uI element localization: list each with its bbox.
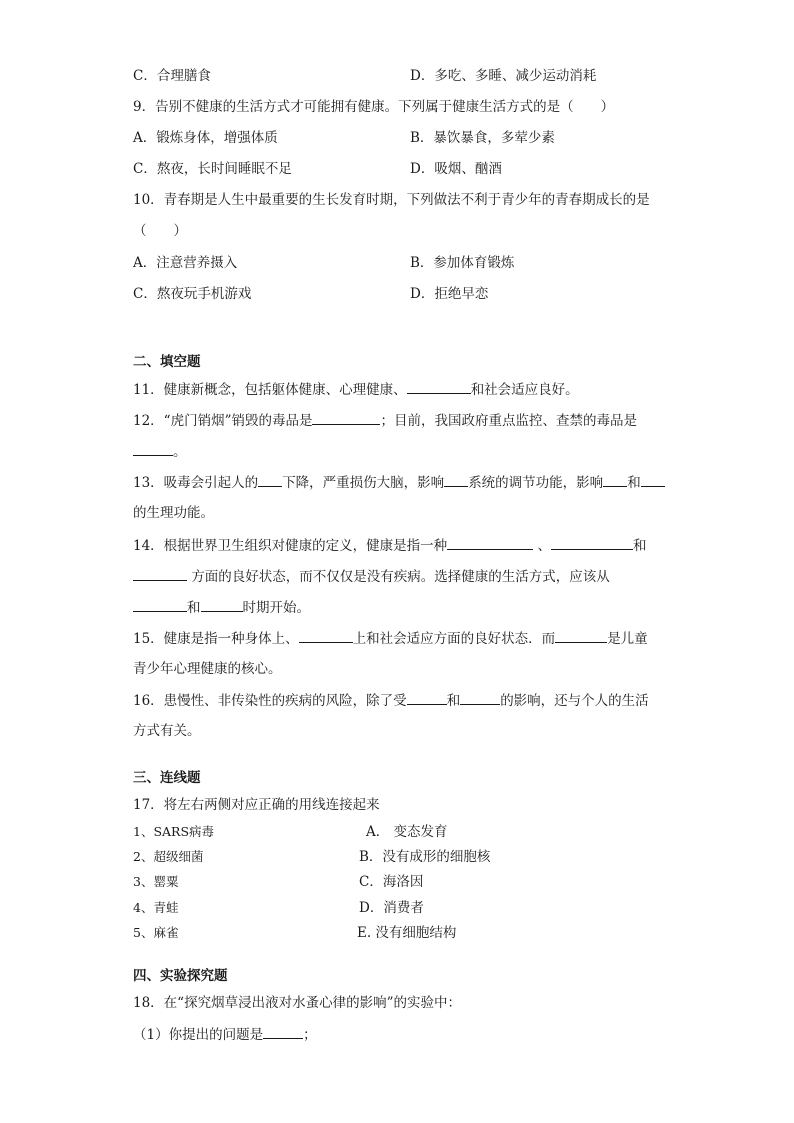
q18-sub1-text-b: ；	[303, 1027, 317, 1043]
q9-option-c: C．熬夜，长时间睡眠不足	[133, 161, 292, 177]
q13-blank-3[interactable]	[603, 472, 627, 487]
q10-stem-paren: （ ）	[133, 223, 187, 239]
q13-text-c: 系统的调节功能，影响	[468, 475, 604, 491]
q12-line2	[133, 441, 187, 462]
q14-text-b: 、	[537, 538, 551, 554]
q11-blank[interactable]	[407, 379, 471, 394]
q13-blank-2[interactable]	[444, 472, 468, 487]
q13-line2: 的生理功能。	[133, 505, 214, 521]
match-left-3[interactable]: 3、罂粟	[133, 874, 179, 889]
q13-text-b: 下降，严重损伤大脑，影响	[282, 475, 445, 491]
match-left-2[interactable]: 2、超级细菌	[133, 849, 204, 864]
q14-line3	[133, 597, 310, 618]
q17-stem: 17．将左右两侧对应正确的用线连接起来	[133, 797, 380, 813]
q16-blank-2[interactable]	[460, 690, 500, 705]
q11	[133, 379, 579, 400]
q14-blank-2[interactable]	[551, 535, 633, 550]
q8-option-d: D．多吃、多睡、减少运动消耗	[410, 68, 597, 84]
q18-sub1-text-a: （1）你提出的问题是	[133, 1027, 264, 1043]
q12-blank-1[interactable]	[312, 410, 380, 425]
match-left-5[interactable]: 5、麻雀	[133, 925, 179, 940]
q9-option-d: D．吸烟、酗酒	[410, 161, 502, 177]
q16-text-a: 16．患慢性、非传染性的疾病的风险，除了受	[133, 693, 407, 709]
q13-blank-4[interactable]	[641, 472, 665, 487]
q16-line2: 方式有关。	[133, 723, 201, 739]
q11-text-b: 和社会适应良好。	[470, 382, 579, 398]
q14-text-c: 和	[632, 538, 647, 554]
q18-sub1-blank[interactable]	[263, 1024, 303, 1039]
q16-text-c: 的影响，还与个人的生活	[500, 693, 649, 709]
match-right-e[interactable]: E. 没有细胞结构	[357, 925, 457, 941]
match-right-b[interactable]: B．没有成形的细胞核	[359, 849, 491, 865]
match-left-4[interactable]: 4、青蛙	[133, 900, 179, 915]
q15-text-a: 15．健康是指一种身体上、	[133, 631, 299, 647]
match-left-1[interactable]: 1、SARS病毒	[133, 824, 215, 839]
q15-text-c: 是儿童	[607, 631, 648, 647]
q9-stem: 9．告别不健康的生活方式才可能拥有健康。下列属于健康生活方式的是（ ）	[133, 99, 615, 115]
section-title-matching: 三、连线题	[133, 770, 201, 786]
q14-blank-1[interactable]	[447, 535, 533, 550]
q12-text-a: 12．“虎门销烟”销毁的毒品是	[133, 413, 313, 429]
q14-text-d: 方面的良好状态，而不仅仅是没有疾病。选择健康的生活方式，应该从	[191, 569, 610, 585]
q10-option-a: A．注意营养摄入	[133, 255, 238, 271]
q10-option-b: B．参加体育锻炼	[410, 255, 515, 271]
q18-stem: 18．在“探究烟草浸出液对水蚤心律的影响”的实验中：	[133, 995, 461, 1011]
section-title-fill-blank: 二、填空题	[133, 354, 201, 370]
match-right-c[interactable]: C．海洛因	[359, 874, 424, 890]
q9-option-b: B．暴饮暴食，多荤少素	[410, 130, 555, 146]
match-right-d[interactable]: D．消费者	[359, 900, 424, 916]
q16-blank-1[interactable]	[407, 690, 447, 705]
q12-blank-2[interactable]	[133, 441, 173, 456]
q13-line1	[133, 472, 665, 493]
q14-line2	[133, 566, 610, 587]
q13-blank-1[interactable]	[258, 472, 282, 487]
q15-text-b: 上和社会适应方面的良好状态．而	[352, 631, 556, 647]
q13-text-d: 和	[627, 475, 641, 491]
q9-option-a: A．锻炼身体，增强体质	[133, 130, 278, 146]
match-right-a[interactable]: A． 变态发育	[366, 824, 448, 840]
q12-text-c: 。	[173, 444, 187, 460]
section-title-experiment: 四、实验探究题	[133, 968, 228, 984]
q13-text-a: 13．吸毒会引起人的	[133, 475, 259, 491]
q10-option-c: C．熬夜玩手机游戏	[133, 286, 252, 302]
q14-blank-5[interactable]	[201, 597, 243, 612]
q16-text-b: 和	[446, 693, 461, 709]
q14-text-a: 14．根据世界卫生组织对健康的定义，健康是指一种	[133, 538, 448, 554]
q14-line1	[133, 535, 646, 556]
q15-line1	[133, 628, 648, 649]
q8-option-c: C．合理膳食	[133, 68, 211, 84]
q11-text-a: 11．健康新概念，包括躯体健康、心理健康、	[133, 382, 407, 398]
q14-text-f: 时期开始。	[242, 600, 310, 616]
q18-sub1	[133, 1024, 317, 1045]
q14-blank-4[interactable]	[133, 597, 187, 612]
q12-text-b: ；目前，我国政府重点监控、查禁的毒品是	[380, 413, 637, 429]
q14-text-e: 和	[187, 600, 201, 616]
q15-line2: 青少年心理健康的核心。	[133, 661, 282, 677]
q15-blank-2[interactable]	[555, 628, 607, 643]
q10-option-d: D．拒绝早恋	[410, 286, 489, 302]
q16-line1	[133, 690, 649, 711]
q12-line1	[133, 410, 637, 431]
q10-stem: 10．青春期是人生中最重要的生长发育时期，下列做法不利于青少年的青春期成长的是	[133, 192, 650, 208]
q15-blank-1[interactable]	[299, 628, 353, 643]
q14-blank-3[interactable]	[133, 566, 187, 581]
